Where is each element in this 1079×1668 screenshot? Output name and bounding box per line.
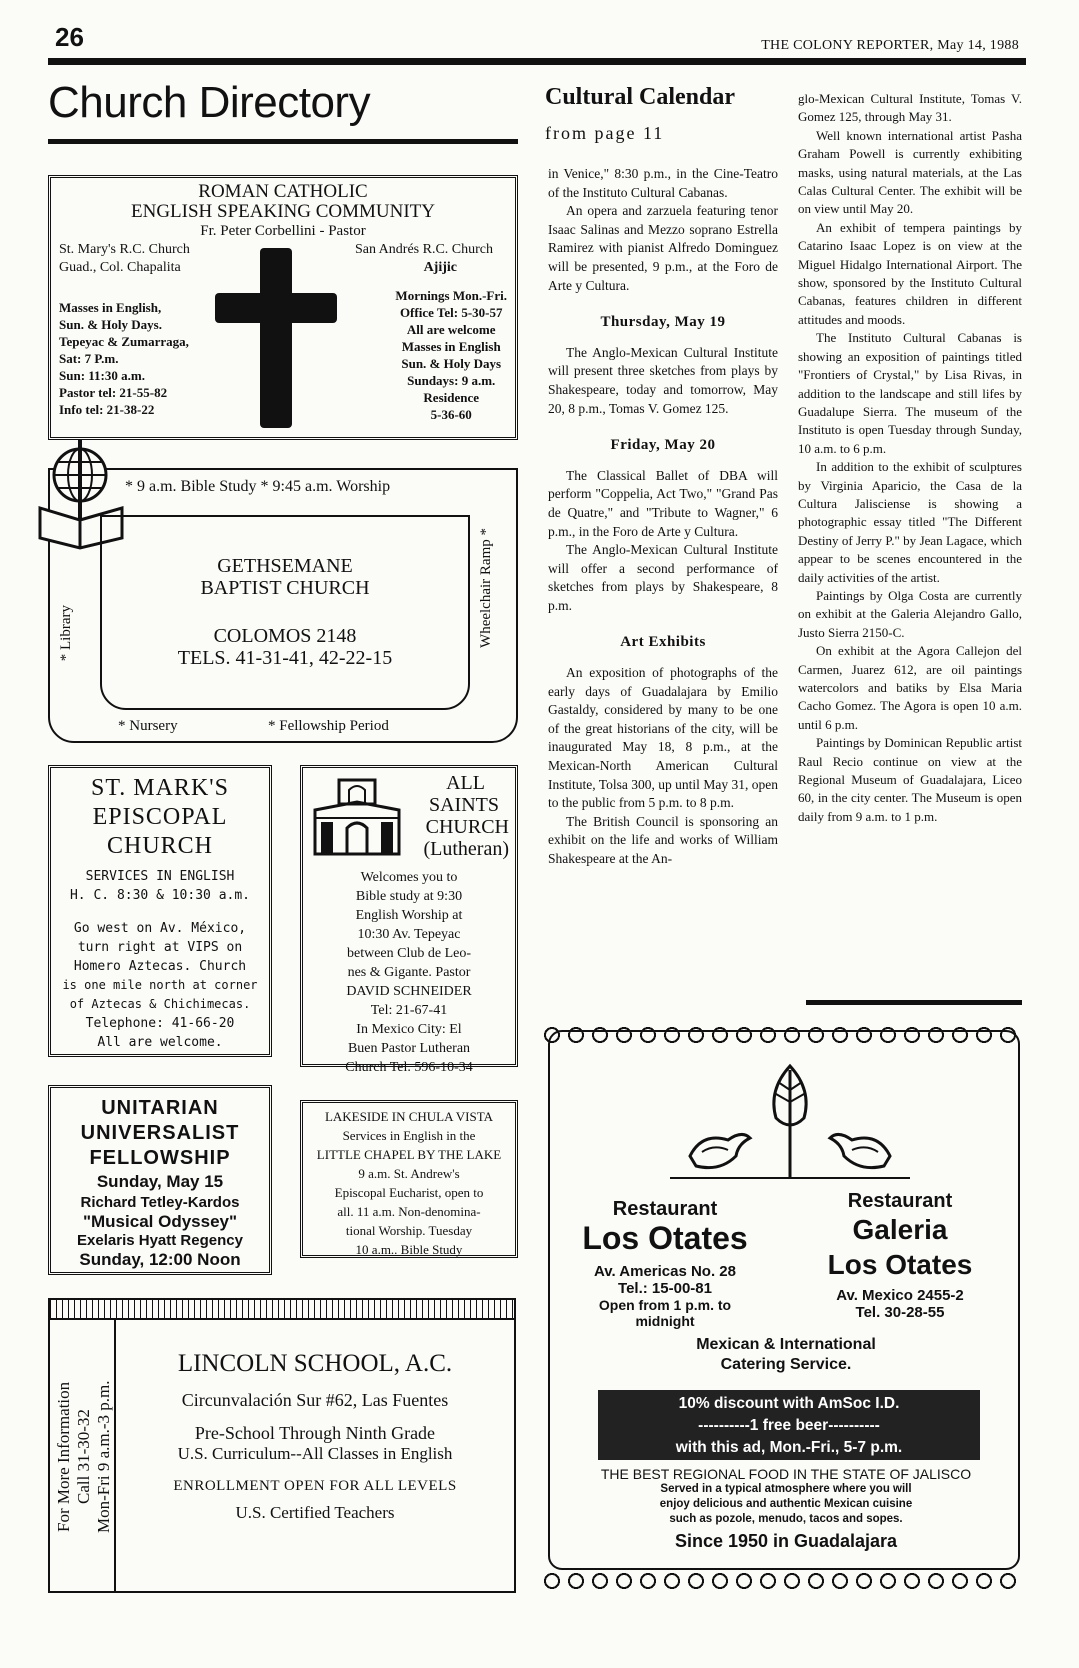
restaurant-served2: enjoy delicious and authentic Mexican cuisine	[659, 1498, 913, 1510]
catholic-left-line: Info tel: 21-38-22	[59, 402, 155, 417]
catholic-right-line: Sun. & Holy Days	[401, 356, 502, 371]
lakeside-line: tional Worship. Tuesday	[345, 1223, 473, 1238]
stmark-services: SERVICES IN ENGLISH	[85, 869, 235, 884]
lakeside-line: 10 a.m.. Bible Study	[355, 1242, 463, 1257]
stmark-direction: is one mile north at corner	[62, 978, 258, 992]
restaurant-cuisine1: Mexican & International	[696, 1336, 876, 1353]
directory-title: Church Directory	[48, 78, 371, 127]
lakeside-line: all. 11 a.m. Non-denomina-	[337, 1204, 481, 1219]
stmark-line2: EPISCOPAL	[92, 804, 228, 830]
baptist-fellowship: * Fellowship Period	[268, 718, 389, 734]
calendar-head-friday: Friday, May 20	[610, 437, 716, 454]
directory-rule	[48, 139, 518, 144]
uu-date: Sunday, May 15	[96, 1172, 224, 1191]
stmark-direction: turn right at VIPS on	[77, 940, 243, 955]
baptist-schedule: * 9 a.m. Bible Study * 9:45 a.m. Worship	[125, 478, 391, 495]
allsaints-body: Tel: 21-67-41	[370, 1003, 448, 1018]
catholic-left-line: Pastor tel: 21-55-82	[59, 385, 168, 400]
baptist-address: COLOMOS 2148	[213, 625, 357, 647]
restaurant-left	[560, 1198, 770, 1329]
catholic-left-church1: St. Mary's R.C. Church	[59, 242, 190, 257]
allsaints-box	[300, 765, 518, 1075]
calendar-title: Cultural Calendar	[545, 84, 736, 110]
restaurant-left-address: Av. Americas No. 28	[593, 1263, 736, 1280]
catholic-left-line: Masses in English,	[59, 300, 162, 315]
restaurant-left-name: Los Otates	[582, 1220, 748, 1256]
calendar-para: On exhibit at the Agora Callejon del Carmen, Juarez 612, are oil paintings watercolors and batiks by Elsa Maria Cacho Gomez. The Agora is open 10 a.m. until 6 p.m.	[798, 643, 1022, 732]
lakeside-line: LAKESIDE IN CHULA VISTA	[324, 1109, 494, 1124]
lakeside-line: 9 a.m. St. Andrew's	[358, 1166, 460, 1181]
calendar-para: An opera and zarzuela featuring tenor Isaac Salinas and Mezzo soprano Estrella Ramirez with pianist Alfredo Dominguez will be presented, 9 p.m., at the Foro de Arte y Cultura.	[548, 203, 778, 293]
lincoln-enroll: ENROLLMENT OPEN FOR ALL LEVELS	[173, 1478, 457, 1494]
catholic-right-line: Residence	[423, 390, 480, 405]
restaurant-right	[790, 1190, 1010, 1321]
calendar-para: The Classical Ballet of DBA will perform "Coppelia, Act Two," "Grand Pas de Quatre," and "Tribute to Wagner," 6 p.m., in the Foro de Arte y Cultura.	[548, 467, 778, 539]
catholic-left-line: Sun: 11:30 a.m.	[59, 368, 145, 383]
allsaints-body: Bible study at 9:30	[355, 889, 463, 904]
calendar-para: Paintings by Dominican Republic artist Raul Recio continue on view at the Regional Museum of Guadalajara, Liceo 60, in the city center. The Museum is open daily from 9 a.m. to 1 p.m.	[798, 735, 1022, 824]
top-rule	[48, 58, 1026, 65]
catholic-left-line: Tepeyac & Zumarraga,	[59, 334, 189, 349]
calendar-para: glo-Mexican Cultural Institute, Tomas V. Gomez 125, through May 31.	[798, 91, 1022, 125]
catholic-left-line: Sat: 7 P.m.	[59, 351, 119, 366]
calendar-col1	[548, 165, 778, 869]
column-end-rule	[806, 1000, 1022, 1005]
lincoln-address: Circunvalación Sur #62, Las Fuentes	[181, 1390, 449, 1410]
allsaints-body: In Mexico City: El	[356, 1022, 462, 1037]
restaurant-left-hours: Open from 1 p.m. to	[598, 1297, 732, 1313]
baptist-nursery: * Nursery	[118, 718, 178, 734]
church-building-icon	[311, 776, 403, 861]
restaurant-right-tel: Tel. 30-28-55	[855, 1304, 945, 1321]
uu-place: Exelaris Hyatt Regency	[77, 1232, 243, 1249]
catholic-title2: ENGLISH SPEAKING COMMUNITY	[131, 201, 435, 222]
birds-leaf-icon	[650, 1060, 930, 1195]
calendar-para: The Anglo-Mexican Cultural Institute will offer a second performance of sketches from plays by Shakespeare, 8 p.m.	[548, 542, 778, 613]
promo-line3: with this ad, Mon.-Fri., 5-7 p.m.	[675, 1439, 903, 1456]
allsaints-body: between Club de Leo-	[346, 946, 471, 961]
promo-line1: 10% discount with AmSoc I.D.	[678, 1395, 900, 1412]
restaurant-right-name1: Galeria	[852, 1214, 948, 1245]
restaurant-served1: Served in a typical atmosphere where you will	[660, 1483, 912, 1495]
catholic-right-line: 5-36-60	[430, 407, 472, 422]
catholic-right-line: Masses in English	[401, 339, 501, 354]
allsaints-body: Church Tel. 596-10-34	[345, 1060, 473, 1075]
restaurant-best: THE BEST REGIONAL FOOD IN THE STATE OF JALISCO	[600, 1466, 972, 1482]
uu-speaker: Richard Tetley-Kardos	[80, 1194, 240, 1211]
restaurant-right-label: Restaurant	[847, 1190, 953, 1212]
stmark-times: H. C. 8:30 & 10:30 a.m.	[69, 888, 250, 903]
restaurant-cuisine2: Catering Service.	[720, 1356, 852, 1373]
allsaints-t4: (Lutheran)	[423, 838, 509, 860]
catholic-left-line: Sun. & Holy Days.	[59, 317, 162, 332]
lincoln-curriculum: U.S. Curriculum--All Classes in English	[177, 1444, 453, 1463]
stmark-line3: CHURCH	[106, 833, 214, 859]
restaurant-left-hours2: midnight	[635, 1313, 695, 1329]
stmark-direction: Go west on Av. México,	[73, 921, 247, 936]
uu-topic: "Musical Odyssey"	[82, 1212, 238, 1231]
uu-t3: FELLOWSHIP	[89, 1147, 231, 1169]
uu-time: Sunday, 12:00 Noon	[79, 1250, 241, 1269]
uu-box	[48, 1085, 272, 1275]
lincoln-side3: Mon-Fri 9 a.m.-3 p.m.	[94, 1380, 113, 1534]
stmark-direction: Homero Aztecas. Church	[73, 959, 247, 974]
stmark-line1: ST. MARK'S	[91, 775, 229, 801]
uu-t2: UNIVERSALIST	[80, 1122, 240, 1144]
stmark-direction: All are welcome.	[97, 1035, 223, 1050]
restaurant-right-address: Av. Mexico 2455-2	[836, 1287, 964, 1304]
calendar-para: Paintings by Olga Costa are currently on exhibit at the Galeria Alejandro Gallo, Justo Sierra 2150-C.	[798, 587, 1022, 640]
lincoln-side-panel	[48, 1318, 116, 1593]
cross-icon	[260, 248, 292, 428]
catholic-right-church1: San Andrés R.C. Church	[354, 242, 493, 257]
restaurant-left-tel: Tel.: 15-00-81	[618, 1280, 712, 1297]
catholic-right-line: Mornings Mon.-Fri.	[395, 288, 507, 303]
catholic-right-line: All are welcome	[406, 322, 496, 337]
calendar-para: in Venice," 8:30 p.m., in the Cine-Teatro of the Instituto Cultural Cabanas.	[548, 166, 778, 200]
allsaints-body: Welcomes you to	[360, 870, 458, 885]
allsaints-t1: ALL	[446, 772, 485, 794]
lincoln-side1: For More Information	[54, 1381, 73, 1533]
lakeside-box	[300, 1100, 518, 1258]
baptist-phones: TELS. 41-31-41, 42-22-15	[177, 647, 393, 669]
promo-line2: ----------1 free beer----------	[698, 1417, 880, 1434]
ornament-bottom	[540, 1568, 1024, 1594]
promo-box	[598, 1390, 980, 1460]
calendar-subtitle: from page 11	[545, 123, 665, 143]
catholic-right-line: Sundays: 9 a.m.	[407, 373, 496, 388]
lakeside-line: LITTLE CHAPEL BY THE LAKE	[316, 1147, 502, 1162]
catholic-left-church2: Guad., Col. Chapalita	[59, 260, 181, 275]
stmark-box	[48, 765, 272, 1057]
stmark-direction: Telephone: 41-66-20	[85, 1016, 235, 1031]
restaurant-since: Since 1950 in Guadalajara	[674, 1531, 898, 1551]
allsaints-body: nes & Gigante. Pastor	[347, 965, 471, 980]
allsaints-body: 10:30 Av. Tepeyac	[357, 927, 461, 942]
cross-icon-bar	[215, 293, 337, 323]
lincoln-book-top	[48, 1298, 516, 1320]
restaurant-left-label: Restaurant	[612, 1198, 718, 1220]
stmark-direction: of Aztecas & Chichimecas.	[69, 997, 251, 1011]
calendar-para: The British Council is sponsoring an exhibit on the life and works of William Shakespeare at the An-	[548, 813, 778, 866]
baptist-name1: GETHSEMANE	[217, 555, 353, 577]
lincoln-box	[116, 1318, 516, 1593]
allsaints-body: DAVID SCHNEIDER	[346, 984, 472, 999]
calendar-head-thursday: Thursday, May 19	[600, 314, 726, 331]
baptist-name2: BAPTIST CHURCH	[200, 577, 370, 599]
lincoln-teachers: U.S. Certified Teachers	[235, 1503, 395, 1522]
lakeside-line: Episcopal Eucharist, open to	[334, 1185, 484, 1200]
calendar-para: The Instituto Cultural Cabanas is showing an exposition of paintings titled "Frontiers of Crystal," by Lisa Rivas, in addition to the landscape and still lifes by Guadalupe Sierra. The museum of the Instituto is open Tuesday through Sunday, 10 a.m. to 6 p.m.	[798, 330, 1022, 456]
calendar-para: The Anglo-Mexican Cultural Institute will present three sketches from plays by Shakespeare, today and tomorrow, May 20, 8 p.m., Tomas V. Gomez 125.	[548, 344, 778, 416]
lincoln-name: LINCOLN SCHOOL, A.C.	[177, 1350, 453, 1377]
uu-t1: UNITARIAN	[101, 1097, 219, 1119]
baptist-ramp: Wheelchair Ramp *	[478, 528, 494, 648]
baptist-library: * Library	[58, 605, 74, 662]
restaurant-right-name2: Los Otates	[827, 1249, 973, 1280]
allsaints-body: Buen Pastor Lutheran	[347, 1041, 471, 1056]
running-head: THE COLONY REPORTER, May 14, 1988	[761, 38, 1019, 53]
restaurant-served3: such as pozole, menudo, tacos and sopes.	[669, 1513, 903, 1525]
catholic-right-line: Office Tel: 5-30-57	[399, 305, 503, 320]
allsaints-body: English Worship at	[355, 908, 463, 923]
allsaints-t3: CHURCH	[425, 816, 509, 838]
calendar-col2	[798, 90, 1022, 826]
calendar-para: An exhibit of tempera paintings by Catarino Isaac Lopez is on view at the Miguel Hidalgo International Airport. The show, sponsored by the Instituto Cultural Cabanas, features children in different attitudes and moods.	[798, 219, 1022, 327]
calendar-head-art: Art Exhibits	[620, 634, 706, 651]
calendar-para: Well known international artist Pasha Graham Powell is currently exhibiting masks, using natural materials, at the Las Calas Cultural Center. The exhibit will be on view until May 20.	[798, 127, 1022, 217]
catholic-pastor: Fr. Peter Corbellini - Pastor	[200, 223, 366, 239]
calendar-para: In addition to the exhibit of sculptures by Virginia Aparicio, the Casa de la Cultura Jalisciense is showing a photographic essay titled "The Different Destiny of Jerry P." by Jean Lagace, which appear to be scenes encountered in the daily activities of the artist.	[798, 459, 1022, 585]
catholic-title1: ROMAN CATHOLIC	[198, 181, 368, 202]
calendar-para: An exposition of photographs of the early days of Guadalajara by Emilio Gastaldy, considered by many to be one of the great historians of the city, will be inaugurated May 18, 8 p.m., at the Mexican-North American Cultural Institute, Tolsa 300, up until May 31, open to the public from 5 p.m. to 8 p.m.	[548, 665, 778, 811]
allsaints-t2: SAINTS	[428, 794, 499, 816]
page-number: 26	[55, 22, 84, 52]
catholic-right-church2: Ajijic	[423, 260, 457, 275]
lakeside-line: Services in English in the	[342, 1128, 476, 1143]
lincoln-side2: Call 31-30-32	[74, 1409, 93, 1505]
lincoln-grades: Pre-School Through Ninth Grade	[194, 1423, 436, 1443]
